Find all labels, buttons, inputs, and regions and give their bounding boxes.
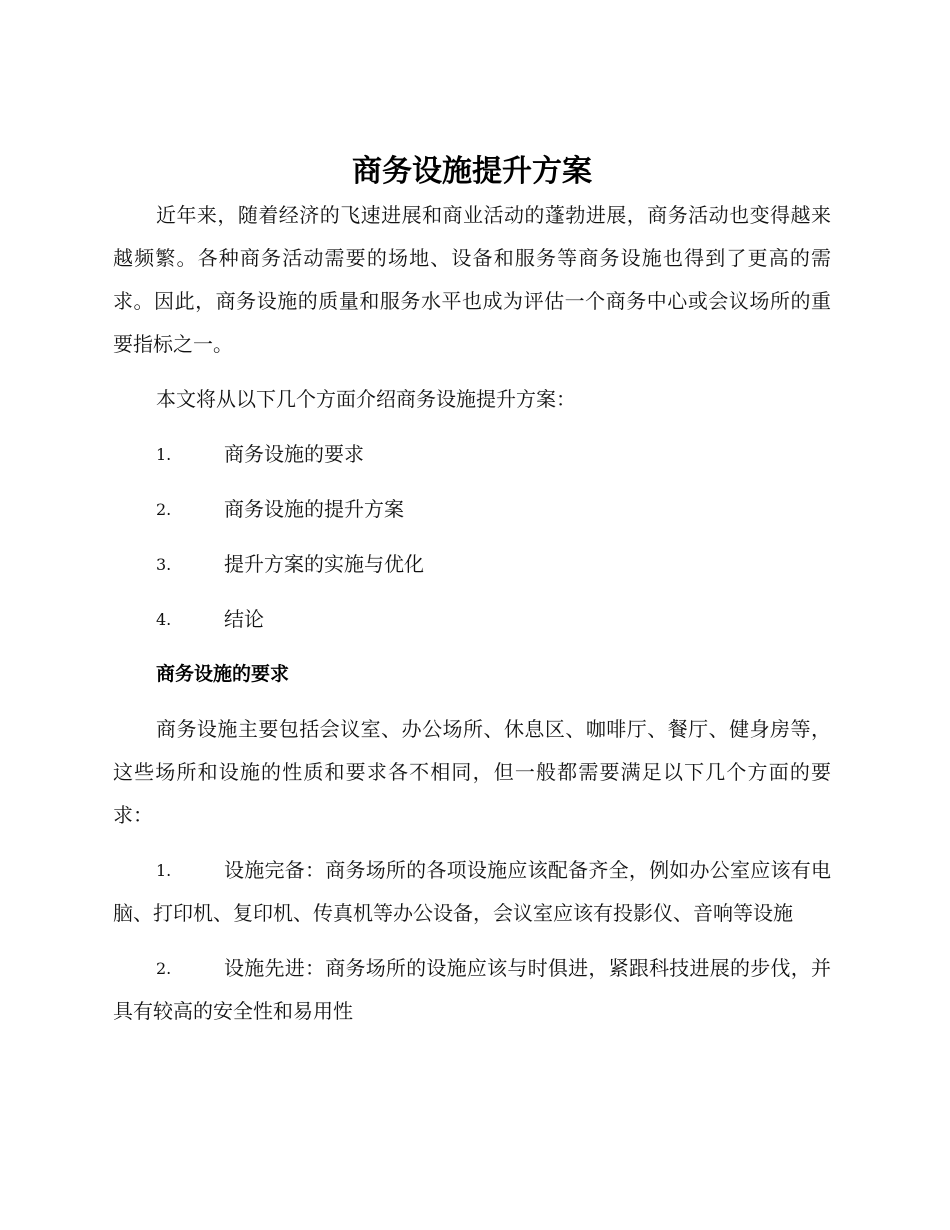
outline-item-number: 2. (156, 500, 172, 519)
outline-item-text: 商务设施的要求 (224, 442, 364, 466)
requirement-item (113, 849, 831, 935)
requirement-text: 设施完备：商务场所的各项设施应该配备齐全，例如办公室应该有电脑、打印机、复印机、传真机等办公设备，会议室应该有投影仪、音响等设施 (113, 858, 831, 925)
section-paragraph: 商务设施主要包括会议室、办公场所、休息区、咖啡厅、餐厅、健身房等，这些场所和设施的性质和要求各不相同，但一般都需要满足以下几个方面的要求： (113, 717, 831, 827)
document-body (113, 150, 831, 1045)
document-title: 商务设施提升方案 (352, 154, 592, 189)
outline-item (113, 488, 831, 543)
outline-item (113, 433, 831, 488)
outline-list (113, 433, 831, 653)
section-heading: 商务设施的要求 (156, 663, 290, 685)
requirement-number: 1. (156, 861, 172, 880)
outline-item-number: 3. (156, 555, 172, 574)
requirement-number: 2. (156, 959, 172, 978)
requirement-item (113, 947, 831, 1033)
outline-item-number: 1. (156, 445, 172, 464)
outline-item (113, 543, 831, 598)
outline-item-text: 商务设施的提升方案 (224, 497, 404, 521)
outline-item-text: 提升方案的实施与优化 (224, 552, 424, 576)
outline-item-text: 结论 (224, 607, 264, 631)
outline-item-number: 4. (156, 610, 172, 629)
requirement-text: 设施先进：商务场所的设施应该与时俱进，紧跟科技进展的步伐，并具有较高的安全性和易用性 (113, 956, 831, 1023)
outline-intro: 本文将从以下几个方面介绍商务设施提升方案： (156, 387, 576, 411)
intro-paragraph: 近年来，随着经济的飞速进展和商业活动的蓬勃进展，商务活动也变得越来越频繁。各种商务活动需要的场地、设备和服务等商务设施也得到了更高的需求。因此，商务设施的质量和服务水平也成为评估一个商务中心或会议场所的重要指标之一。 (113, 203, 831, 356)
outline-item (113, 598, 831, 653)
